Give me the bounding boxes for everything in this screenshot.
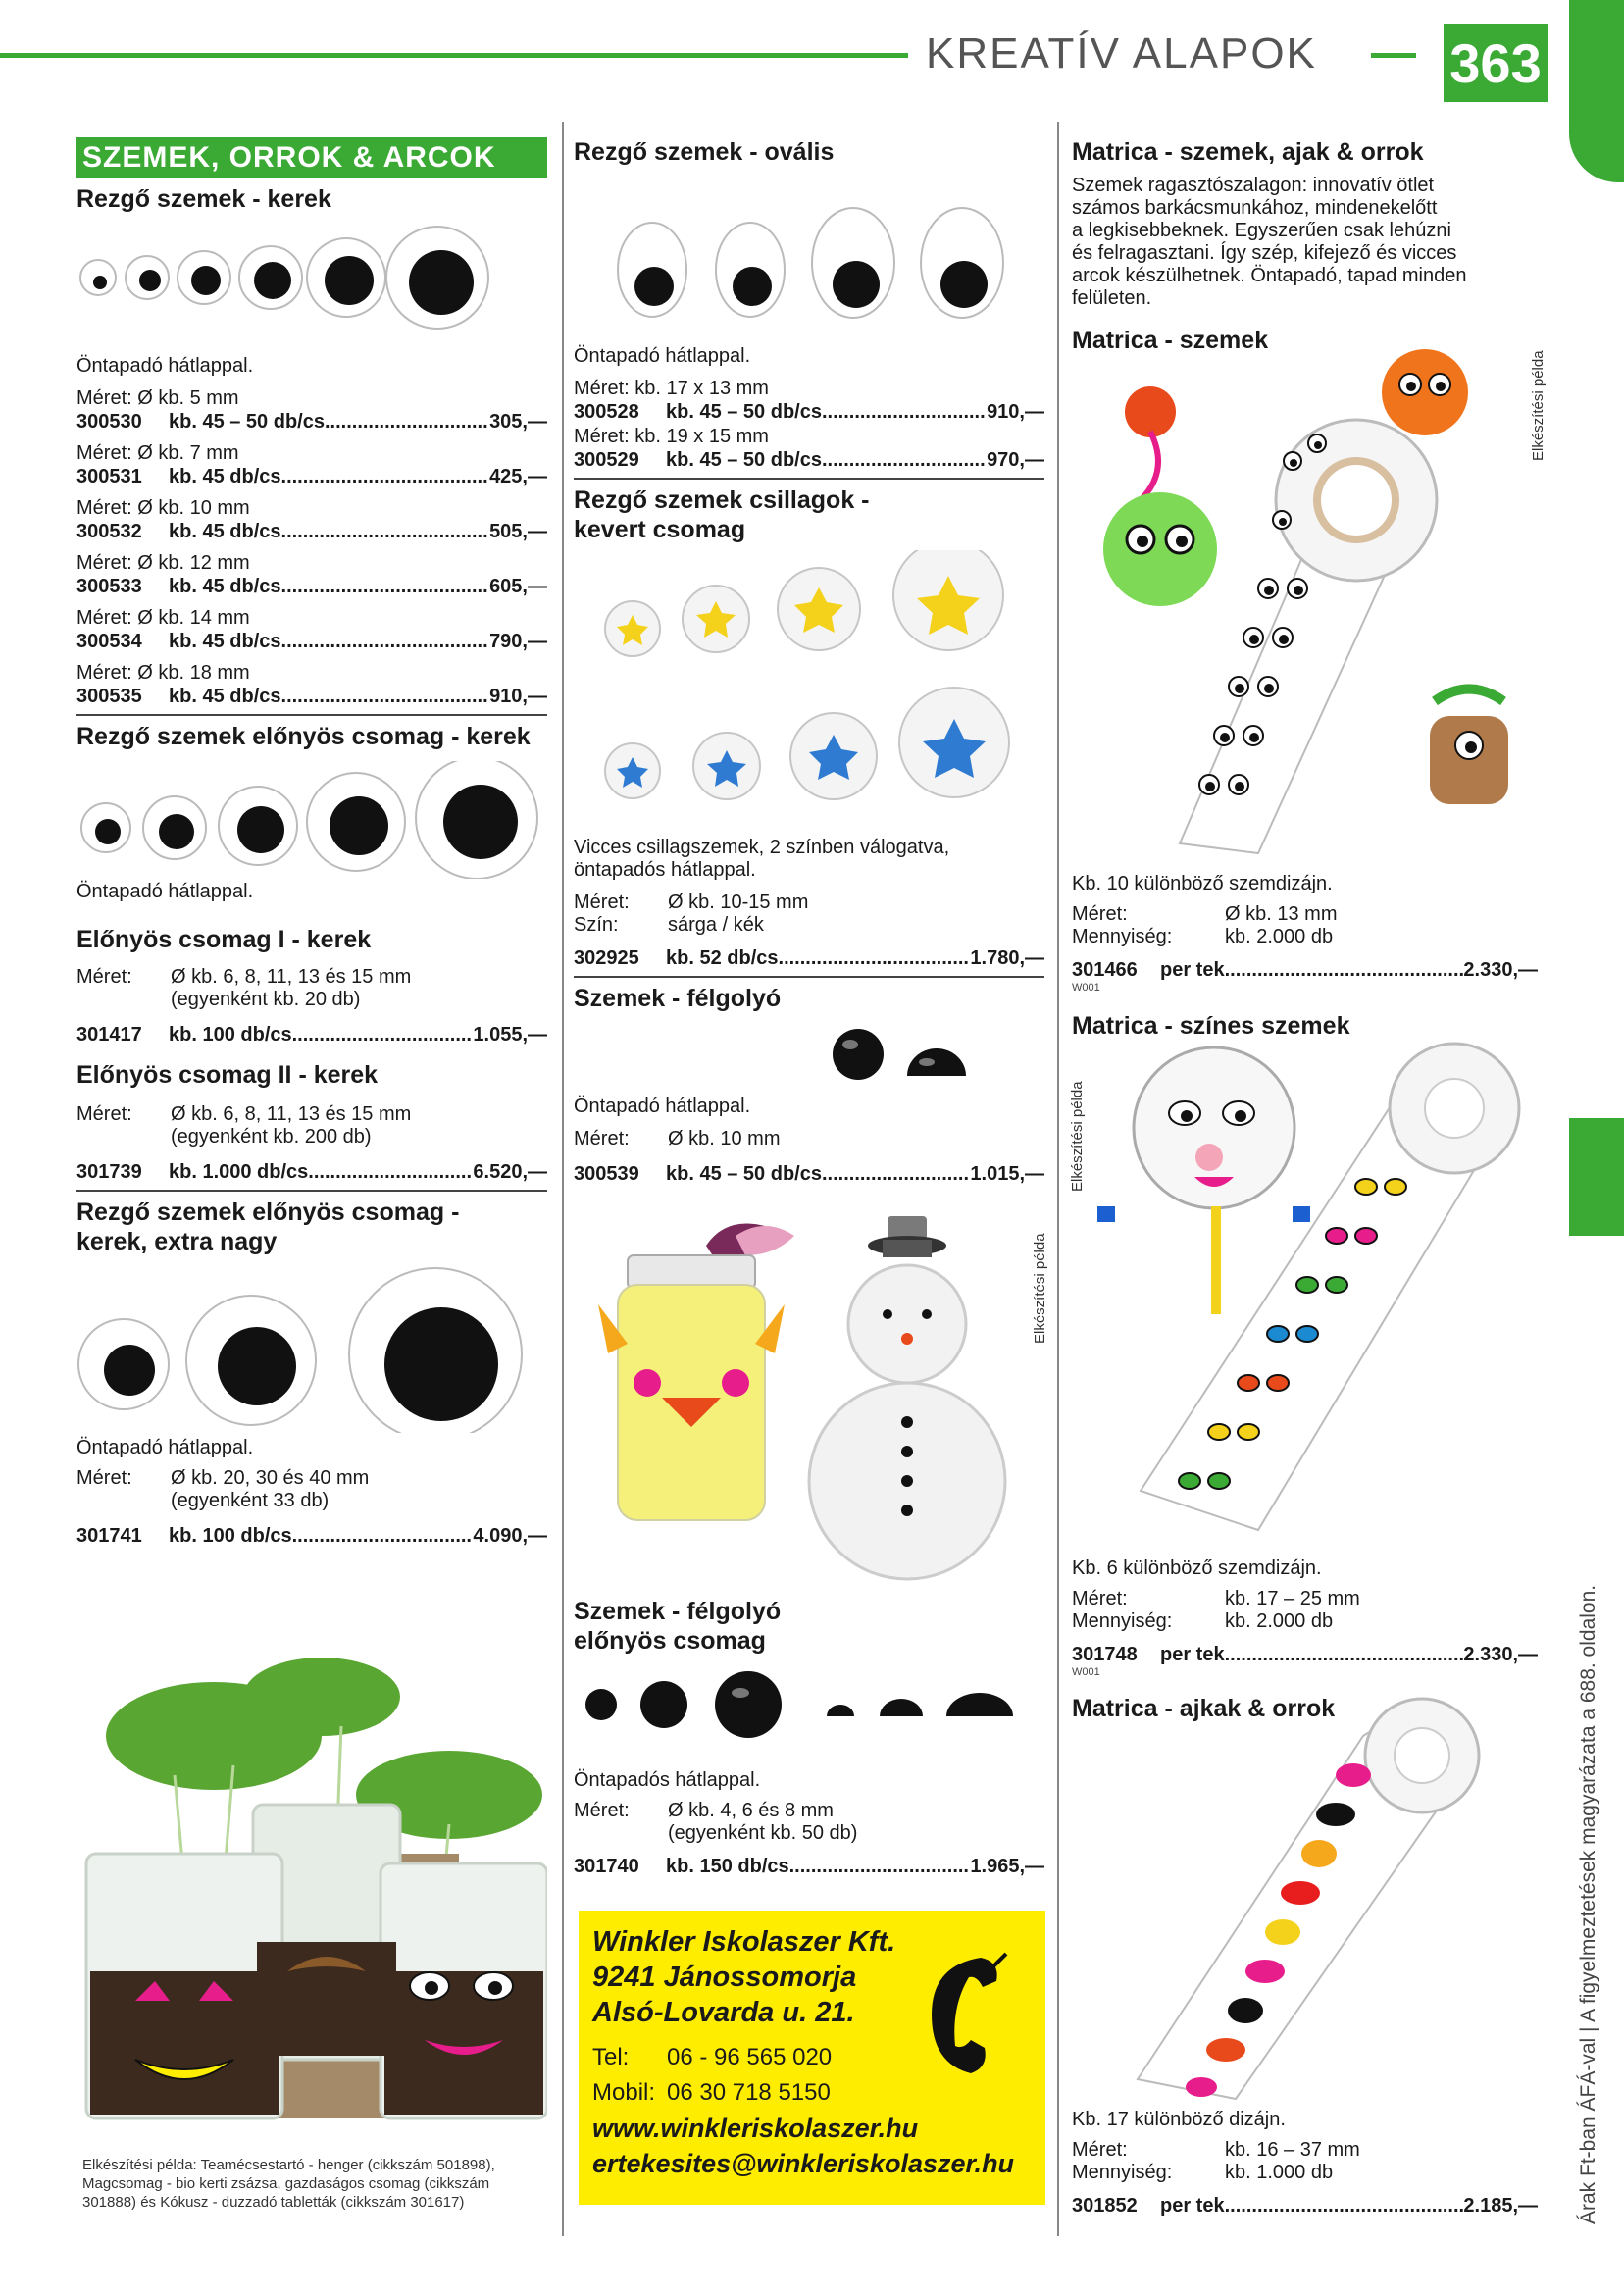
half-bead-eyes-image	[574, 1017, 1044, 1086]
product-note: Öntapadó hátlappal.	[574, 345, 751, 367]
item-desc: kb. 45 – 50 db/cs.	[169, 411, 330, 433]
product-title: Előnyös csomag I - kerek	[76, 926, 372, 953]
example-label: Elkészítési példa	[1069, 1081, 1086, 1192]
size-label: Méret:	[574, 1800, 630, 1821]
item-price: 6.520,—	[473, 1161, 547, 1183]
half-bead-pack-image	[574, 1665, 1044, 1744]
size-value: kb. 17 – 25 mm	[1225, 1588, 1360, 1609]
item-desc: kb. 45 – 50 db/cs.	[666, 1163, 828, 1185]
item-price: 2.330,—	[1463, 959, 1538, 981]
column-3	[1072, 137, 1538, 355]
product-note: Kb. 6 különböző szemdizájn.	[1072, 1557, 1322, 1579]
product-title: Szemek - félgolyó	[574, 985, 782, 1012]
product-note: Kb. 17 különböző dizájn.	[1072, 2109, 1286, 2130]
price-row	[76, 1160, 547, 1184]
item-desc: kb. 1.000 db/cs.	[169, 1161, 314, 1183]
size-line: Méret: Ø kb. 10 mm	[76, 497, 250, 519]
price-row	[76, 630, 547, 653]
photo-caption-line-3: 301888) és Kókusz - duzzadó tabletták (cikkszám 301617)	[82, 2194, 465, 2211]
item-price: 505,—	[489, 521, 547, 542]
size-line: Méret: Ø kb. 18 mm	[76, 662, 250, 684]
column-2	[574, 137, 1044, 1186]
product-title: Rezgő szemek előnyös csomag - kerek	[76, 723, 531, 750]
item-price: 2.330,—	[1463, 1644, 1538, 1665]
size-row	[574, 1800, 1044, 1845]
item-desc: per tek.	[1160, 2195, 1231, 2217]
item-price: 970,—	[987, 449, 1044, 471]
price-row	[76, 575, 547, 598]
column-3-bottom	[1072, 2109, 1538, 2218]
product-title-line-1: Rezgő szemek előnyös csomag -	[76, 1198, 460, 1226]
price-row	[574, 1855, 1044, 1878]
mobile-label: Mobil:	[592, 2079, 656, 2106]
description-line: a legkisebbeknek. Egyszerűen csak lehúzni	[1072, 220, 1451, 241]
item-price: 1.780,—	[970, 947, 1044, 969]
price-row	[76, 1023, 547, 1046]
product-title: Rezgő szemek - kerek	[76, 185, 331, 213]
price-block	[76, 607, 547, 653]
item-code: 300533	[76, 576, 142, 597]
size-line: Méret: Ø kb. 7 mm	[76, 442, 239, 464]
item-desc: kb. 45 db/cs.	[169, 686, 287, 707]
size-value: Ø kb. 10 mm	[668, 1128, 781, 1149]
item-code: 302925	[574, 947, 639, 969]
oval-googly-eyes-image	[574, 196, 1044, 333]
size-value: Ø kb. 6, 8, 11, 13 és 15 mm	[171, 966, 412, 988]
item-desc: kb. 100 db/cs.	[169, 1024, 298, 1046]
product-note: Kb. 10 különböző szemdizájn.	[1072, 873, 1333, 894]
header-rule-left	[0, 53, 908, 58]
phone-icon	[922, 1950, 1010, 2097]
item-code: 300539	[574, 1163, 639, 1185]
product-title-line-2: kevert csomag	[574, 516, 746, 543]
item-code: 300535	[76, 686, 142, 707]
quantity-label: Mennyiség:	[1072, 926, 1173, 947]
item-price: 1.055,—	[473, 1024, 547, 1046]
color-label: Szín:	[574, 914, 619, 936]
item-price: 790,—	[489, 631, 547, 652]
photo-caption-line-2: Magcsomag - bio kerti zsázsa, gazdaságos csomag (cikkszám	[82, 2175, 490, 2192]
size-row	[574, 892, 1044, 914]
quantity-value: kb. 2.000 db	[1225, 1610, 1334, 1632]
divider	[574, 976, 1044, 978]
mobile-number: 06 30 718 5150	[667, 2079, 831, 2106]
size-value: Ø kb. 10-15 mm	[668, 892, 809, 913]
header-title: KREATÍV ALAPOK	[926, 29, 1317, 77]
price-row	[574, 448, 1044, 472]
example-label: Elkészítési példa	[1032, 1233, 1048, 1344]
size-label: Méret:	[76, 1467, 132, 1489]
product-title: Matrica - színes szemek	[1072, 1012, 1350, 1040]
website-link[interactable]: www.winkleriskolaszer.hu	[592, 2114, 919, 2143]
quantity-label: Mennyiség:	[1072, 2162, 1173, 2183]
price-row	[1072, 958, 1538, 982]
size-line: Méret: Ø kb. 12 mm	[76, 552, 250, 574]
divider	[76, 1190, 547, 1192]
price-row	[76, 410, 547, 434]
description-line: és felragasztani. Így szép, kifejező és vicces	[1072, 242, 1457, 264]
item-price: 2.185,—	[1463, 2195, 1538, 2217]
size-line: Méret: Ø kb. 5 mm	[76, 387, 239, 409]
quantity-value: kb. 2.000 db	[1225, 926, 1334, 947]
extra-large-googly-eyes-image	[76, 1266, 547, 1433]
price-block	[76, 552, 547, 598]
quantity-value: kb. 1.000 db	[1225, 2162, 1334, 2183]
quantity-label: Mennyiség:	[1072, 1610, 1173, 1632]
column-3-middle	[1072, 873, 1538, 1041]
product-title: Rezgő szemek - ovális	[574, 138, 835, 166]
price-row	[1072, 2194, 1538, 2218]
description-line: felületen.	[1072, 287, 1152, 309]
size-line: Méret: kb. 19 x 15 mm	[574, 426, 769, 447]
item-price: 305,—	[489, 411, 547, 433]
item-code: 301748	[1072, 1644, 1138, 1665]
item-price: 1.015,—	[970, 1163, 1044, 1185]
price-row	[76, 685, 547, 708]
price-block	[76, 662, 547, 708]
size-value-note: (egyenként kb. 200 db)	[171, 1126, 372, 1148]
section-title: SZEMEK, ORROK & ARCOK	[76, 137, 547, 178]
item-desc: kb. 45 db/cs.	[169, 631, 287, 652]
item-price: 910,—	[987, 401, 1044, 423]
item-desc: kb. 45 db/cs.	[169, 576, 287, 597]
example-label: Elkészítési példa	[1530, 350, 1547, 461]
column-separator-1	[562, 122, 564, 2236]
product-note: Öntapadós hátlappal.	[574, 1769, 761, 1791]
price-row	[76, 465, 547, 488]
item-code: 301741	[76, 1525, 142, 1547]
size-row	[76, 966, 547, 1011]
product-title: Matrica - szemek	[1072, 327, 1269, 354]
email-link[interactable]: ertekesites@winkleriskolaszer.hu	[592, 2149, 1015, 2178]
price-row	[574, 400, 1044, 424]
size-value: Ø kb. 6, 8, 11, 13 és 15 mm	[171, 1103, 412, 1125]
jar-snowman-image	[588, 1216, 1020, 1599]
item-desc: kb. 45 db/cs.	[169, 466, 287, 487]
size-line: Méret: kb. 17 x 13 mm	[574, 378, 769, 399]
price-block	[76, 497, 547, 543]
product-note-line-2: öntapadós hátlappal.	[574, 859, 756, 881]
product-note: Öntapadó hátlappal.	[76, 355, 254, 377]
product-description	[1072, 175, 1538, 310]
column-separator-2	[1057, 122, 1059, 2236]
side-note: Árak Ft-ban ÁFÁ-val | A figyelmeztetések magyarázata a 688. oldalon.	[1577, 1584, 1599, 2224]
quantity-row	[1072, 2162, 1538, 2184]
product-note: Öntapadó hátlappal.	[76, 1437, 254, 1458]
item-desc: kb. 52 db/cs.	[666, 947, 785, 969]
product-title: Matrica - ajkak & orrok	[1072, 1695, 1336, 1722]
color-row	[574, 914, 1044, 937]
description-line: arcok készülhetnek. Öntapadó, tapad minden	[1072, 265, 1467, 286]
item-code: 300532	[76, 521, 142, 542]
size-row	[76, 1103, 547, 1148]
price-row	[574, 946, 1044, 970]
size-row	[1072, 903, 1538, 926]
price-row	[76, 520, 547, 543]
column-1	[76, 137, 547, 1548]
size-label: Méret:	[76, 966, 132, 988]
item-desc: kb. 45 db/cs.	[169, 521, 287, 542]
color-value: sárga / kék	[668, 914, 764, 936]
product-note-line-1: Vicces csillagszemek, 2 színben válogatva,	[574, 837, 950, 858]
item-code: 300528	[574, 401, 639, 423]
page-number: 363	[1444, 24, 1548, 102]
warning-code: W001	[1072, 1666, 1100, 1678]
product-note: Öntapadó hátlappal.	[76, 881, 254, 902]
size-value: Ø kb. 13 mm	[1225, 903, 1338, 925]
item-price: 4.090,—	[473, 1525, 547, 1547]
size-row	[1072, 2139, 1538, 2162]
size-value-note: (egyenként 33 db)	[171, 1490, 330, 1511]
product-title: Előnyös csomag II - kerek	[76, 1061, 379, 1089]
item-code: 300530	[76, 411, 142, 433]
company-street: Alsó-Lovarda u. 21.	[592, 1997, 855, 2028]
item-desc: kb. 45 – 50 db/cs.	[666, 449, 828, 471]
warning-code: W001	[1072, 982, 1100, 994]
size-label: Méret:	[76, 1103, 132, 1125]
item-code: 300531	[76, 466, 142, 487]
size-row	[574, 1128, 1044, 1150]
size-label: Méret:	[574, 1128, 630, 1149]
round-googly-eyes-image	[76, 224, 547, 332]
price-block	[76, 387, 547, 434]
size-value: Ø kb. 4, 6 és 8 mm	[668, 1800, 834, 1821]
googly-eyes-pack-image	[76, 761, 547, 879]
product-title-line-1: Rezgő szemek csillagok -	[574, 486, 870, 514]
size-row	[76, 1467, 547, 1512]
size-value-note: (egyenként kb. 50 db)	[668, 1822, 858, 1844]
item-code: 301852	[1072, 2195, 1138, 2217]
item-desc: per tek.	[1160, 959, 1231, 981]
item-price: 910,—	[489, 686, 547, 707]
contact-box	[579, 1911, 1045, 2205]
product-title-line-2: előnyös csomag	[574, 1627, 766, 1655]
size-row	[1072, 1588, 1538, 1610]
item-code: 301740	[574, 1856, 639, 1877]
item-desc: kb. 100 db/cs.	[169, 1525, 298, 1547]
item-desc: per tek.	[1160, 1644, 1231, 1665]
size-label: Méret:	[1072, 903, 1128, 925]
size-value: kb. 16 – 37 mm	[1225, 2139, 1360, 2161]
item-code: 301417	[76, 1024, 142, 1046]
side-tab-mid	[1569, 1118, 1624, 1236]
colorful-eye-sticker-image	[1072, 1040, 1533, 1550]
item-code: 301739	[76, 1161, 142, 1183]
item-price: 1.965,—	[970, 1856, 1044, 1877]
item-code: 301466	[1072, 959, 1138, 981]
item-price: 425,—	[489, 466, 547, 487]
company-name: Winkler Iskolaszer Kft.	[592, 1926, 896, 1958]
phone-label: Tel:	[592, 2044, 630, 2070]
product-title-line-2: kerek, extra nagy	[76, 1228, 278, 1255]
column-2-lower	[574, 1597, 1044, 1878]
product-title: Matrica - szemek, ajak & orrok	[1072, 138, 1424, 166]
description-line: számos barkácsmunkához, mindenekelőtt	[1072, 197, 1438, 219]
lips-noses-sticker-image	[1108, 1697, 1530, 2109]
size-line: Méret: Ø kb. 14 mm	[76, 607, 250, 629]
item-code: 300534	[76, 631, 142, 652]
company-city: 9241 Jánossomorja	[592, 1962, 857, 1993]
item-price: 605,—	[489, 576, 547, 597]
size-label: Méret:	[1072, 1588, 1128, 1609]
quantity-row	[1072, 926, 1538, 948]
item-code: 300529	[574, 449, 639, 471]
divider	[574, 478, 1044, 480]
phone-number: 06 - 96 565 020	[667, 2044, 833, 2070]
price-row	[76, 1524, 547, 1548]
header-rule-right	[1371, 53, 1416, 58]
product-note: Öntapadó hátlappal.	[574, 1096, 751, 1117]
price-block	[76, 442, 547, 488]
quantity-row	[1072, 1610, 1538, 1633]
item-desc: kb. 45 – 50 db/cs.	[666, 401, 828, 423]
size-label: Méret:	[574, 892, 630, 913]
price-row	[574, 1162, 1044, 1186]
price-row	[1072, 1643, 1538, 1666]
size-value-note: (egyenként kb. 20 db)	[171, 989, 361, 1010]
description-line: Szemek ragasztószalagon: innovatív ötlet	[1072, 175, 1435, 196]
star-eyes-image	[574, 550, 1044, 815]
photo-caption-line-1: Elkészítési példa: Teamécsestartó - henger (cikkszám 501898),	[82, 2157, 495, 2173]
size-label: Méret:	[1072, 2139, 1128, 2161]
cress-jars-image	[76, 1658, 547, 2128]
item-desc: kb. 150 db/cs.	[666, 1856, 795, 1877]
side-tab-top	[1569, 0, 1624, 182]
divider	[76, 714, 547, 716]
eye-sticker-roll-image	[1072, 333, 1533, 863]
product-title-line-1: Szemek - félgolyó	[574, 1598, 782, 1625]
size-value: Ø kb. 20, 30 és 40 mm	[171, 1467, 370, 1489]
